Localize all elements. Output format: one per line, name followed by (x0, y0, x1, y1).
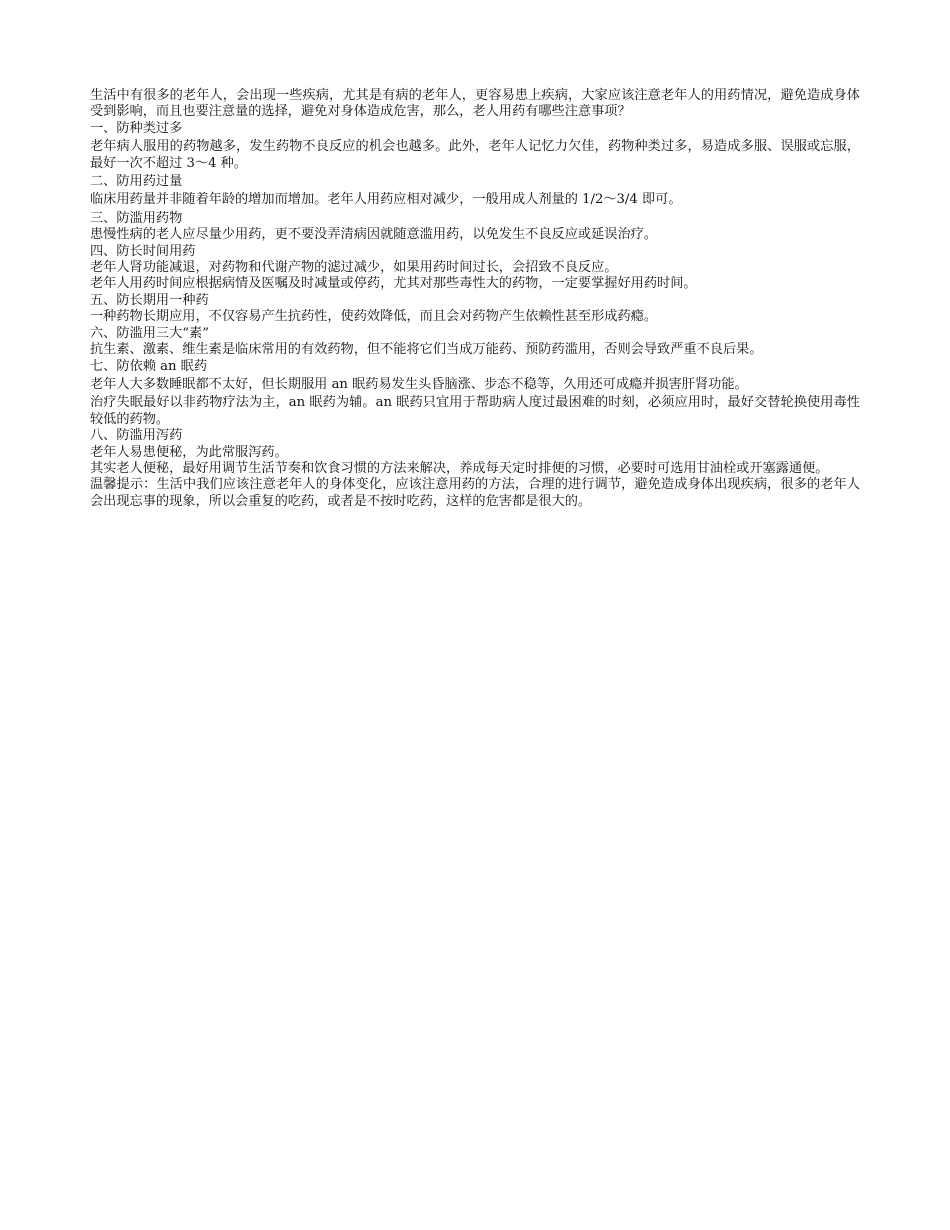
section-paragraph: 治疗失眠最好以非药物疗法为主，an 眠药为辅。an 眠药只宜用于帮助病人度过最困难的时刻，必须应用时，最好交替轮换使用毒性较低的药物。 (90, 395, 860, 427)
section-heading: 六、防滥用三大“素” (90, 325, 209, 341)
section-paragraph: 抗生素、激素、维生素是临床常用的有效药物，但不能将它们当成万能药、预防药滥用，否则会导致严重不良后果。 (90, 342, 763, 358)
section-paragraph: 患慢性病的老人应尽量少用药，更不要没弄清病因就随意滥用药，以免发生不良反应或延误治疗。 (90, 227, 658, 243)
section-paragraph: 老年人大多数睡眠都不太好，但长期服用 an 眠药易发生头昏脑涨、步态不稳等，久用还可成瘾并损害肝肾功能。 (90, 376, 748, 392)
section-5 (90, 293, 860, 326)
tip-paragraph: 温馨提示：生活中我们应该注意老年人的身体变化，应该注意用药的方法，合理的进行调节，避免造成身体出现疾病，很多的老年人会出现忘事的现象，所以会重复的吃药，或者是不按时吃药，这样的危害都是很大的。 (90, 477, 860, 509)
section-2 (90, 174, 860, 209)
section-heading: 三、防滥用药物 (90, 210, 183, 226)
section-paragraph: 一种药物长期应用，不仅容易产生抗药性，使药效降低，而且会对药物产生依赖性甚至形成药瘾。 (90, 309, 658, 325)
section-heading: 七、防依赖 an 眠药 (90, 358, 208, 374)
section-paragraph: 老年人易患便秘，为此常服泻药。 (90, 444, 288, 460)
section-heading: 二、防用药过量 (90, 174, 183, 190)
section-8 (90, 428, 860, 477)
intro-paragraph: 生活中有很多的老年人，会出现一些疾病，尤其是有病的老年人，更容易患上疾病，大家应该注意老年人的用药情况，避免造成身体受到影响，而且也要注意量的选择，避免对身体造成危害，那么，老人用药有哪些注意事项？ (90, 88, 860, 120)
section-paragraph: 临床用药量并非随着年龄的增加而增加。老年人用药应相对减少，一般用成人剂量的 1/2～3/4 即可。 (90, 192, 682, 208)
section-paragraph: 老年病人服用的药物越多，发生药物不良反应的机会也越多。此外，老年人记忆力欠佳，药物种类过多，易造成多服、误服或忘服，最好一次不超过 3～4 种。 (90, 139, 860, 171)
section-paragraph: 其实老人便秘，最好用调节生活节奏和饮食习惯的方法来解决，养成每天定时排便的习惯，必要时可选用甘油栓或开塞露通便。 (90, 460, 829, 476)
section-heading: 四、防长时间用药 (90, 243, 196, 259)
section-7 (90, 359, 860, 429)
section-paragraph: 老年人肾功能减退，对药物和代谢产物的滤过减少，如果用药时间过长，会招致不良反应。 (90, 260, 618, 276)
section-1 (90, 121, 860, 172)
section-heading: 五、防长期用一种药 (90, 292, 209, 308)
section-3 (90, 211, 860, 244)
section-4 (90, 244, 860, 293)
section-heading: 八、防滥用泻药 (90, 428, 183, 444)
section-heading: 一、防种类过多 (90, 120, 183, 136)
article-body (90, 88, 860, 510)
section-paragraph: 老年人用药时间应根据病情及医嘱及时减量或停药，尤其对那些毒性大的药物，一定要掌握好用药时间。 (90, 276, 697, 292)
section-6 (90, 326, 860, 359)
